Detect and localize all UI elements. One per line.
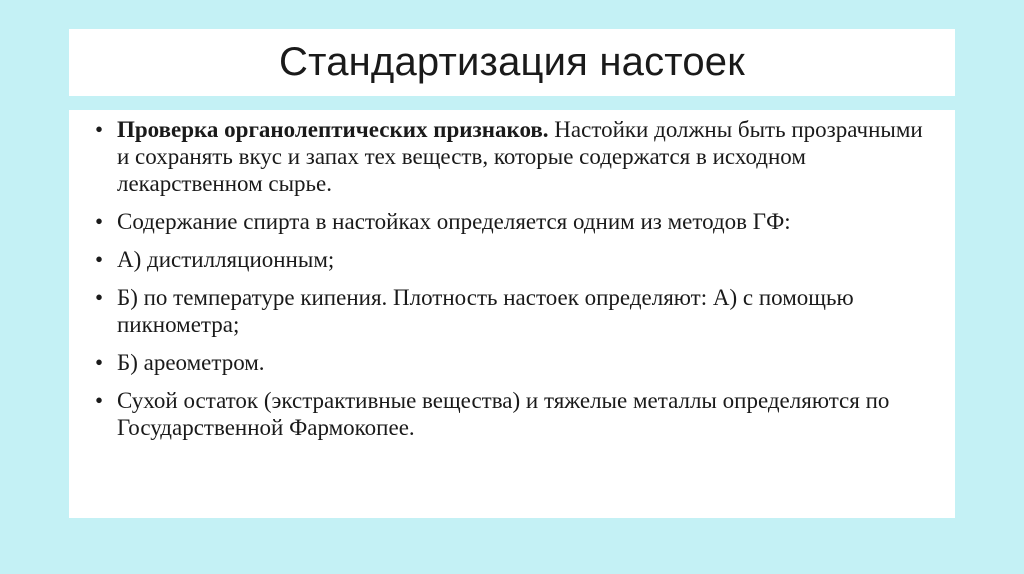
slide-title: Стандартизация настоек — [279, 40, 745, 84]
bullet-item-areometer — [95, 349, 935, 376]
bullet-icon: • — [95, 117, 104, 142]
bullet-text: А) дистилляционным; — [117, 247, 335, 272]
bullet-bold-label: Проверка органолептических признаков. — [117, 117, 549, 142]
bullet-text: Б) по температуре кипения. Плотность настоек определяют: А) с помощью пикнометра; — [117, 285, 854, 337]
content-panel — [69, 110, 955, 518]
bullet-item-boiling-point — [95, 284, 935, 338]
bullet-text: Сухой остаток (экстрактивные вещества) и тяжелые металлы определяются по Государственной Фармокопее. — [117, 388, 890, 440]
bullet-icon: • — [95, 285, 104, 310]
bullet-item-distillation — [95, 246, 935, 273]
bullet-item-alcohol-content — [95, 208, 935, 235]
bullet-icon: • — [95, 247, 104, 272]
bullet-icon: • — [95, 209, 104, 234]
title-panel — [69, 29, 955, 96]
bullet-text: Настойки должны быть прозрачными и сохранять вкус и запах тех веществ, которые содержатся в исходном лекарственном сырье. — [117, 117, 923, 196]
bullet-icon: • — [95, 388, 104, 413]
bullet-text: Содержание спирта в настойках определяется одним из методов ГФ: — [117, 209, 791, 234]
bullet-text: Б) ареометром. — [117, 350, 265, 375]
bullet-list — [69, 110, 955, 441]
bullet-item-organoleptic — [95, 116, 935, 197]
bullet-item-dry-residue — [95, 387, 935, 441]
bullet-icon: • — [95, 350, 104, 375]
